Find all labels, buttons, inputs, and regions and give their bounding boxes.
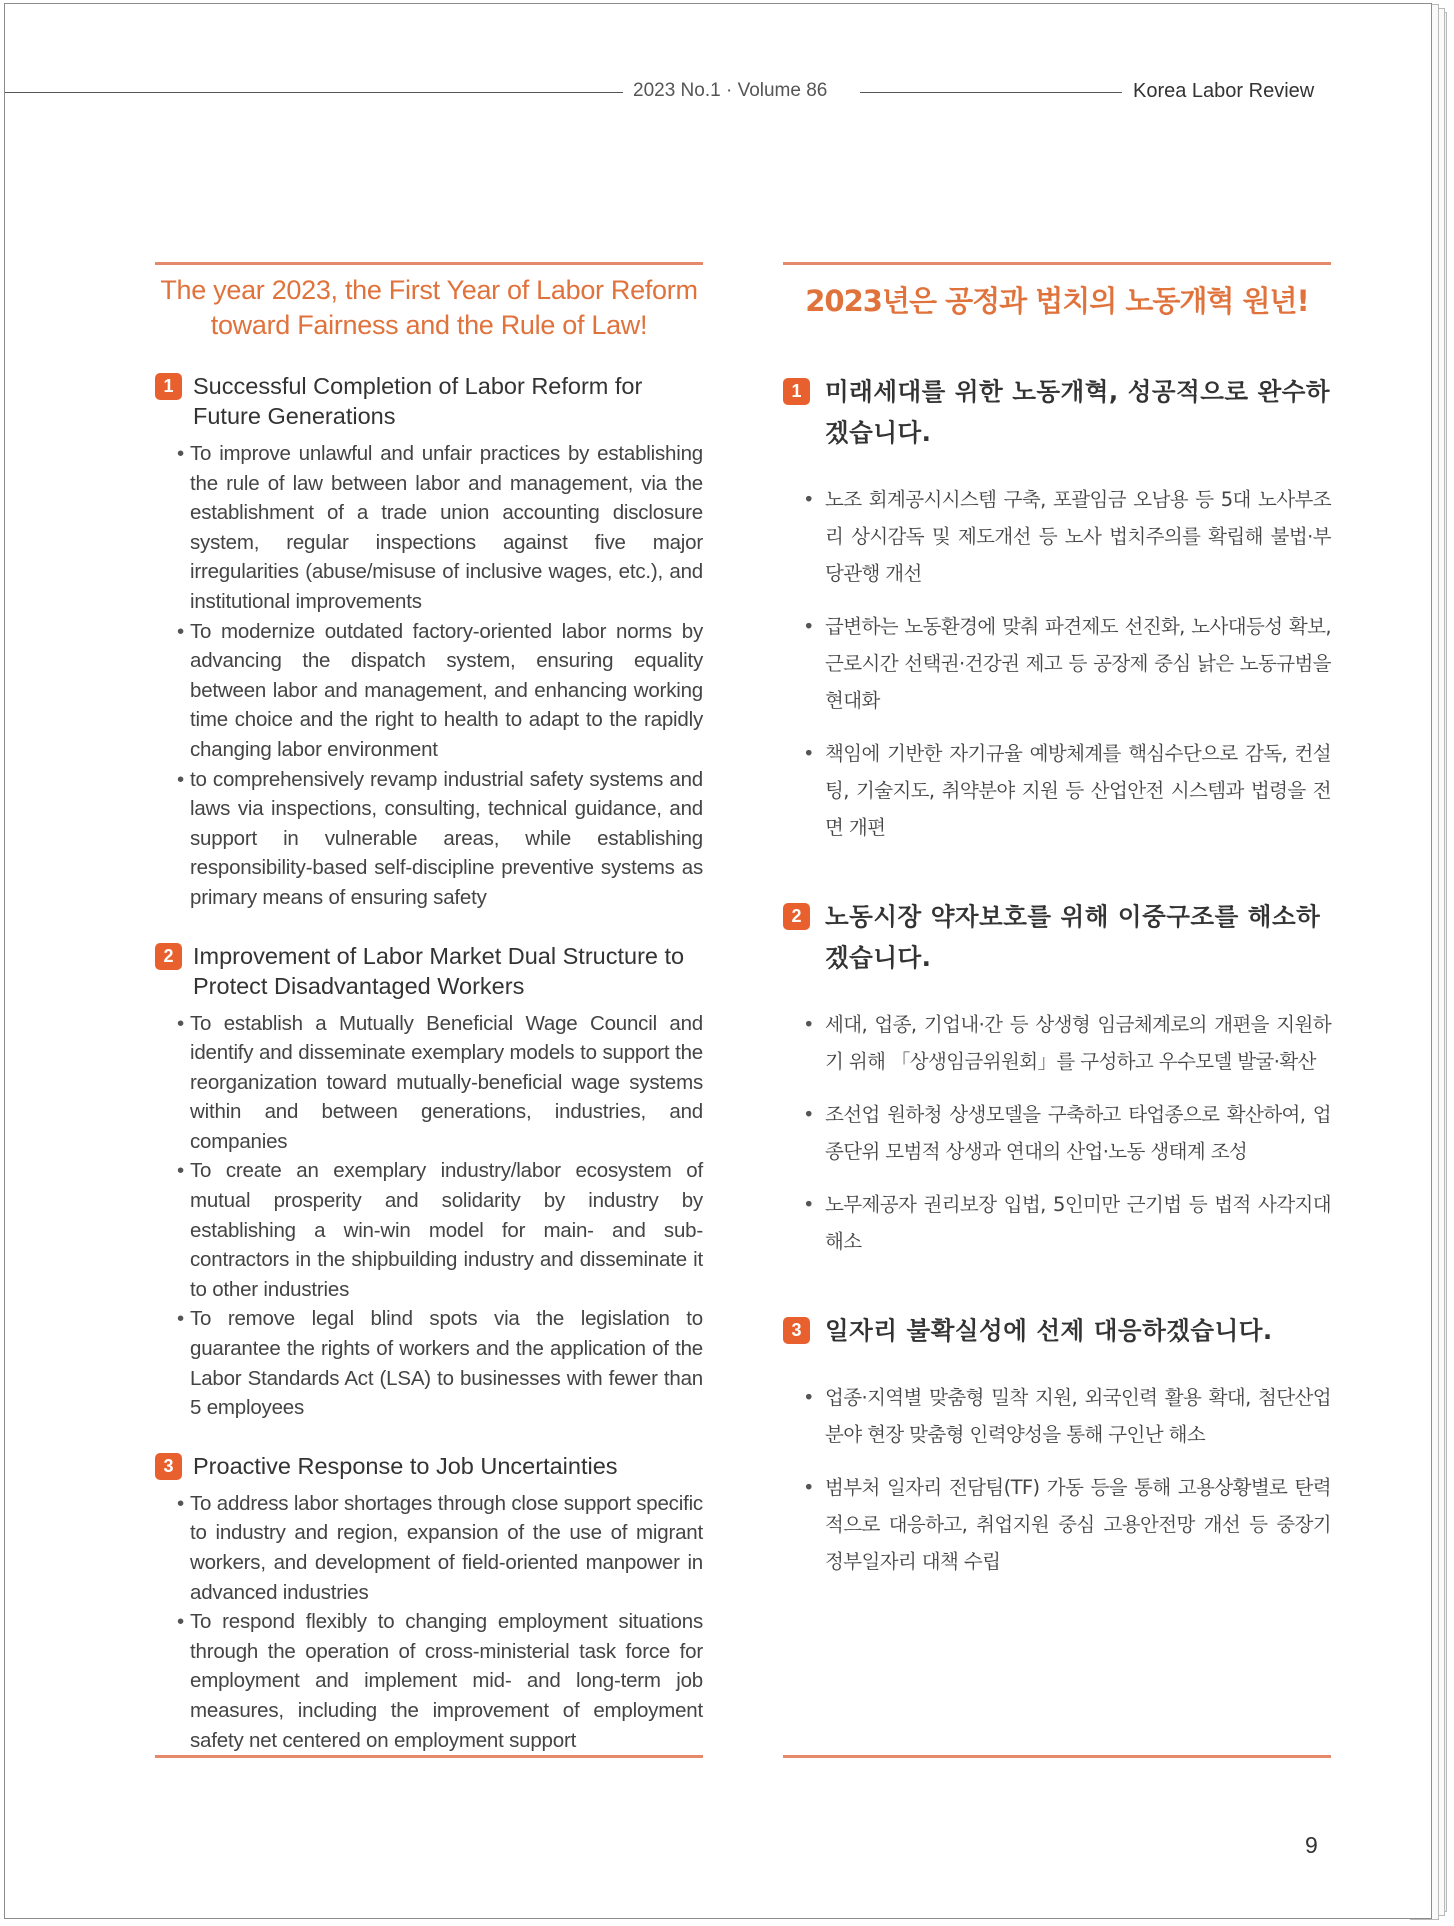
english-title xyxy=(155,273,703,343)
section-title: Improvement of Labor Market Dual Structure to Protect Disadvantaged Workers xyxy=(193,942,685,999)
section-number-badge: 2 xyxy=(783,903,810,930)
section-title: 미래세대를 위한 노동개혁, 성공적으로 완수하겠습니다. xyxy=(825,377,1331,447)
list-item: • To create an exemplary industry/labor ecosystem of mutual prosperity and solidarity by industry by establishing a win-win model for main- and sub-contractors in the shipbuilding industry and disseminate it to other industries xyxy=(155,1156,703,1304)
english-section-2 xyxy=(155,941,703,1001)
list-item: • 노무제공자 권리보장 입법, 5인미만 근기법 등 법적 사각지대 해소 xyxy=(783,1186,1331,1260)
list-item: • To respond flexibly to changing employment situations through the operation of cross-ministerial task force for employment and implement mid- and long-term job measures, including the improvement of employment safety net centered on employment support xyxy=(155,1607,703,1755)
bullet-list xyxy=(155,1489,703,1755)
list-item: • To improve unlawful and unfair practices by establishing the rule of law between labor and management, via the establishment of a trade union accounting disclosure system, regular inspections against five major irregularities (abuse/misuse of inclusive wages, etc.), and institutional improvements xyxy=(155,439,703,617)
english-column xyxy=(155,262,703,1755)
bullet-list xyxy=(783,1379,1331,1580)
bullet-list xyxy=(783,481,1331,846)
page-number: 9 xyxy=(1305,1832,1318,1858)
korean-section-2 xyxy=(783,896,1331,978)
list-item: • 책임에 기반한 자기규율 예방체계를 핵심수단으로 감독, 컨설팅, 기술지도, 취약분야 지원 등 산업안전 시스템과 법령을 전면 개편 xyxy=(783,735,1331,846)
column-top-rule xyxy=(783,262,1331,265)
bullet-list xyxy=(155,439,703,913)
section-number-badge: 2 xyxy=(155,943,182,970)
english-title-line: The year 2023, the First Year of Labor Reform xyxy=(160,275,698,305)
header-rule xyxy=(5,92,623,93)
list-item: • To remove legal blind spots via the legislation to guarantee the rights of workers and the application of the Labor Standards Act (LSA) to businesses with fewer than 5 employees xyxy=(155,1304,703,1422)
korean-section-1 xyxy=(783,371,1331,453)
list-item: • To address labor shortages through close support specific to industry and region, expansion of the use of migrant workers, and development of field-oriented manpower in advanced industries xyxy=(155,1489,703,1607)
list-item: • 급변하는 노동환경에 맞춰 파견제도 선진화, 노사대등성 확보, 근로시간 선택권·건강권 제고 등 공장제 중심 낡은 노동규범을 현대화 xyxy=(783,608,1331,719)
korean-column xyxy=(783,262,1331,1596)
column-bottom-rule xyxy=(155,1755,703,1758)
section-number-badge: 1 xyxy=(783,378,810,405)
section-number-badge: 3 xyxy=(783,1317,810,1344)
section-number-badge: 1 xyxy=(155,373,182,400)
english-section-1 xyxy=(155,371,703,431)
column-top-rule xyxy=(155,262,703,265)
section-number-badge: 3 xyxy=(155,1453,182,1480)
section-title: 일자리 불확실성에 선제 대응하겠습니다. xyxy=(825,1316,1273,1345)
list-item: • 세대, 업종, 기업내·간 등 상생형 임금체계로의 개편을 지원하기 위해 「상생임금위원회」를 구성하고 우수모델 발굴·확산 xyxy=(783,1006,1331,1080)
list-item: • 업종·지역별 맞춤형 밀착 지원, 외국인력 활용 확대, 첨단산업 분야 현장 맞춤형 인력양성을 통해 구인난 해소 xyxy=(783,1379,1331,1453)
english-section-3 xyxy=(155,1451,703,1481)
list-item: • to comprehensively revamp industrial safety systems and laws via inspections, consulting, technical guidance, and support in vulnerable areas, while establishing responsibility-based self-discipline preventive systems as primary means of ensuring safety xyxy=(155,765,703,913)
bullet-list xyxy=(783,1006,1331,1260)
section-title: Successful Completion of Labor Reform for Future Generations xyxy=(193,373,643,429)
list-item: • 노조 회계공시시스템 구축, 포괄임금 오남용 등 5대 노사부조리 상시감독 및 제도개선 등 노사 법치주의를 확립해 불법·부당관행 개선 xyxy=(783,481,1331,592)
section-title: Proactive Response to Job Uncertainties xyxy=(193,1452,618,1479)
bullet-list xyxy=(155,1009,703,1423)
korean-title: 2023년은 공정과 법치의 노동개혁 원년! xyxy=(805,284,1309,318)
list-item: • To modernize outdated factory-oriented labor norms by advancing the dispatch system, ensuring equality between labor and management, and enhancing working time choice and the right to health to adapt to the rapidly changing labor environment xyxy=(155,617,703,765)
english-title-line: toward Fairness and the Rule of Law! xyxy=(210,310,648,340)
list-item: • 범부처 일자리 전담팀(TF) 가동 등을 통해 고용상황별로 탄력적으로 대응하고, 취업지원 중심 고용안전망 개선 등 중장기 정부일자리 대책 수립 xyxy=(783,1469,1331,1580)
section-title: 노동시장 약자보호를 위해 이중구조를 해소하겠습니다. xyxy=(825,902,1321,972)
column-bottom-rule xyxy=(783,1755,1331,1758)
journal-name: Korea Labor Review xyxy=(1133,80,1315,102)
page xyxy=(4,3,1432,1919)
issue-label: 2023 No.1 · Volume 86 xyxy=(633,80,828,101)
list-item: • 조선업 원하청 상생모델을 구축하고 타업종으로 확산하여, 업종단위 모범적 상생과 연대의 산업·노동 생태계 조성 xyxy=(783,1096,1331,1170)
header-rule xyxy=(860,92,1122,93)
list-item: • To establish a Mutually Beneficial Wage Council and identify and disseminate exemplary models to support the reorganization toward mutually-beneficial wage systems within and between generations, industries, and companies xyxy=(155,1009,703,1157)
korean-section-3 xyxy=(783,1310,1331,1351)
